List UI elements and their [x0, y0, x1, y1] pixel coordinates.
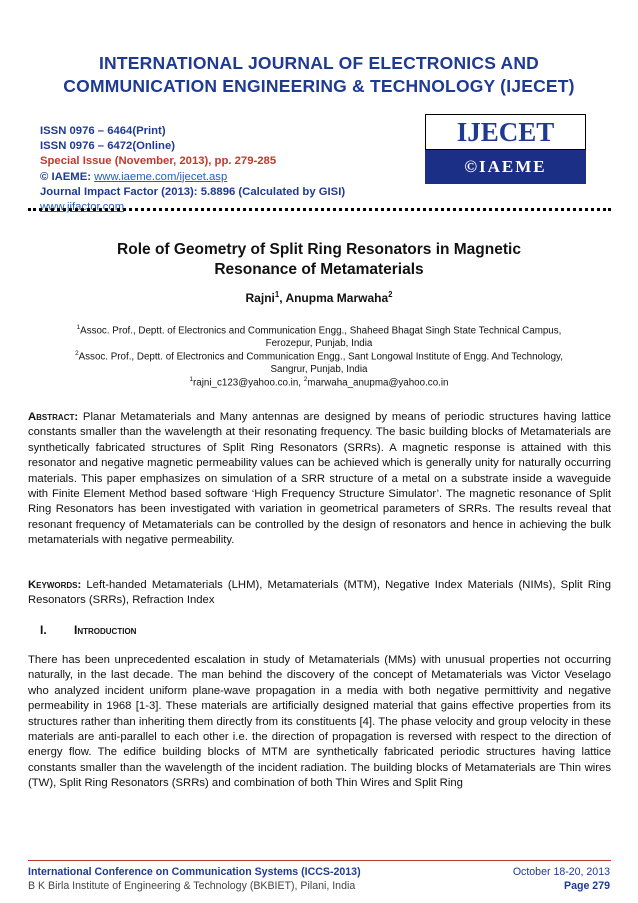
iaeme-label: © IAEME:: [40, 170, 95, 183]
iaeme-line: [40, 170, 345, 185]
section-number: I.: [40, 623, 47, 637]
affil-1-line2: Ferozepur, Punjab, India: [265, 338, 373, 350]
footer-left: [28, 865, 361, 893]
author-2-sup: 2: [388, 290, 393, 299]
abstract-label: Abstract:: [28, 411, 79, 423]
author-emails: [0, 376, 638, 388]
journal-title: [0, 52, 638, 98]
email-2-sup: 2: [303, 376, 308, 383]
dotted-divider: [28, 208, 611, 211]
footer-conference: International Conference on Communication Systems (ICCS-2013): [28, 866, 361, 878]
ijecet-logo: [425, 114, 586, 184]
introduction-paragraph: [28, 653, 611, 792]
author-separator: ,: [279, 291, 286, 305]
email-1: rajni_c123@yahoo.co.in,: [193, 377, 304, 389]
section-title: Introduction: [74, 623, 137, 637]
author-2: Anupma Marwaha: [285, 291, 389, 305]
paper-title: [0, 240, 638, 280]
iaeme-link[interactable]: www.iaeme.com/ijecet.asp: [94, 170, 228, 183]
issn-online: ISSN 0976 – 6472(Online): [40, 140, 176, 153]
email-1-sup: 1: [189, 376, 194, 383]
section-heading-introduction: [40, 623, 136, 637]
keywords-label: Keywords:: [28, 579, 82, 591]
footer-institute: B K Birla Institute of Engineering & Technology (BKBIET), Pilani, India: [28, 880, 356, 892]
journal-meta: [40, 124, 345, 215]
footer-dates: October 18-20, 2013: [512, 866, 610, 878]
keywords-text: Left-handed Metamaterials (LHM), Metamaterials (MTM), Negative Index Materials (NIMs), Split Ring Resonators (SRRs), Refraction Index: [28, 579, 611, 607]
logo-bottom-text: ©IAEME: [425, 150, 586, 184]
paper-title-line2: Resonance of Metamaterials: [214, 261, 424, 278]
abstract-text: Planar Metamaterials and Many antennas are designed by means of periodic structures having lattice constants smaller than the wavelength at their resonating frequency. The basic building blocks of Metamaterials are synthetically fabricated structures of Split Ring Resonators (SRRs). A magnetic response is attained with this resonator and negative magnetic permeability values can be achieved which is generally unity for naturally occurring materials. This paper emphasizes on simulation of a SRR structure of a metal on a substrate inside a waveguide with Finite Element Method based software ‘High Frequency Structure Simulator’. The magnetic resonance of Split Ring Resonators has been investigated with variation in geometrical parameters of SRRs. The results reveal that resonant frequency of Metamaterials can be controlled by the design of resonators and hence in achieving the bulk metamaterials with negative permeability.: [28, 411, 611, 547]
keywords: [28, 578, 611, 609]
affil-1-line1: Assoc. Prof., Deptt. of Electronics and Communication Engg., Shaheed Bhagat Singh State Technical Campus,: [80, 325, 562, 337]
affil-2-line2: Sangrur, Punjab, India: [270, 364, 368, 376]
footer-page-number: Page 279: [564, 880, 610, 892]
footer-divider: [28, 860, 611, 861]
author-1: Rajni: [245, 291, 275, 305]
affil-2-line1: Assoc. Prof., Deptt. of Electronics and Communication Engg., Sant Longowal Institute of Engg. And Technology,: [78, 351, 563, 363]
abstract: [28, 410, 611, 549]
paper-title-line1: Role of Geometry of Split Ring Resonators in Magnetic: [117, 241, 521, 258]
impact-factor: Journal Impact Factor (2013): 5.8896 (Calculated by GISI): [40, 185, 346, 198]
footer-right: [513, 865, 610, 893]
affil-1-sup: 1: [76, 324, 81, 331]
affiliation-2: [30, 347, 608, 376]
special-issue: Special Issue (November, 2013), pp. 279-285: [40, 155, 277, 168]
journal-title-line2: COMMUNICATION ENGINEERING & TECHNOLOGY (IJECET): [63, 76, 575, 96]
introduction-text: There has been unprecedented escalation in study of Metamaterials (MMs) with unusual properties not occurring naturally, in the last decade. The man behind the discovery of the concept of Metamaterials was Victor Veselago who analyzed incident uniform plane-wave propagation in a media with both negative permittivity and negative permeability in 1968 [1-3]. These materials are artificially designed material that gains effective properties from its structures rather than inheriting them directly from its constituents [4]. The phase velocity and group velocity in these materials are anti-parallel to each other i.e. the direction of propagation is reversed with respect to the direction of energy flow. The edifice building blocks of MTM are synthetically fabricated periodic structures having lattice constants smaller than the wavelength of the incident radiation. The building blocks of Metamaterials are Thin wires (TW), Split Ring Resonators (SRRs) and combination of both Thin Wires and Split Ring: [28, 654, 611, 790]
author-1-sup: 1: [274, 290, 280, 299]
authors: [0, 290, 638, 305]
affiliation-1: [30, 321, 608, 350]
logo-top-text: IJECET: [425, 114, 586, 150]
issn-print: ISSN 0976 – 6464(Print): [40, 125, 166, 137]
journal-title-line1: INTERNATIONAL JOURNAL OF ELECTRONICS AND: [99, 53, 539, 73]
affil-2-sup: 2: [75, 350, 79, 357]
jifactor-link[interactable]: www.jifactor.com: [40, 201, 125, 214]
email-2: marwaha_anupma@yahoo.co.in: [307, 377, 449, 389]
